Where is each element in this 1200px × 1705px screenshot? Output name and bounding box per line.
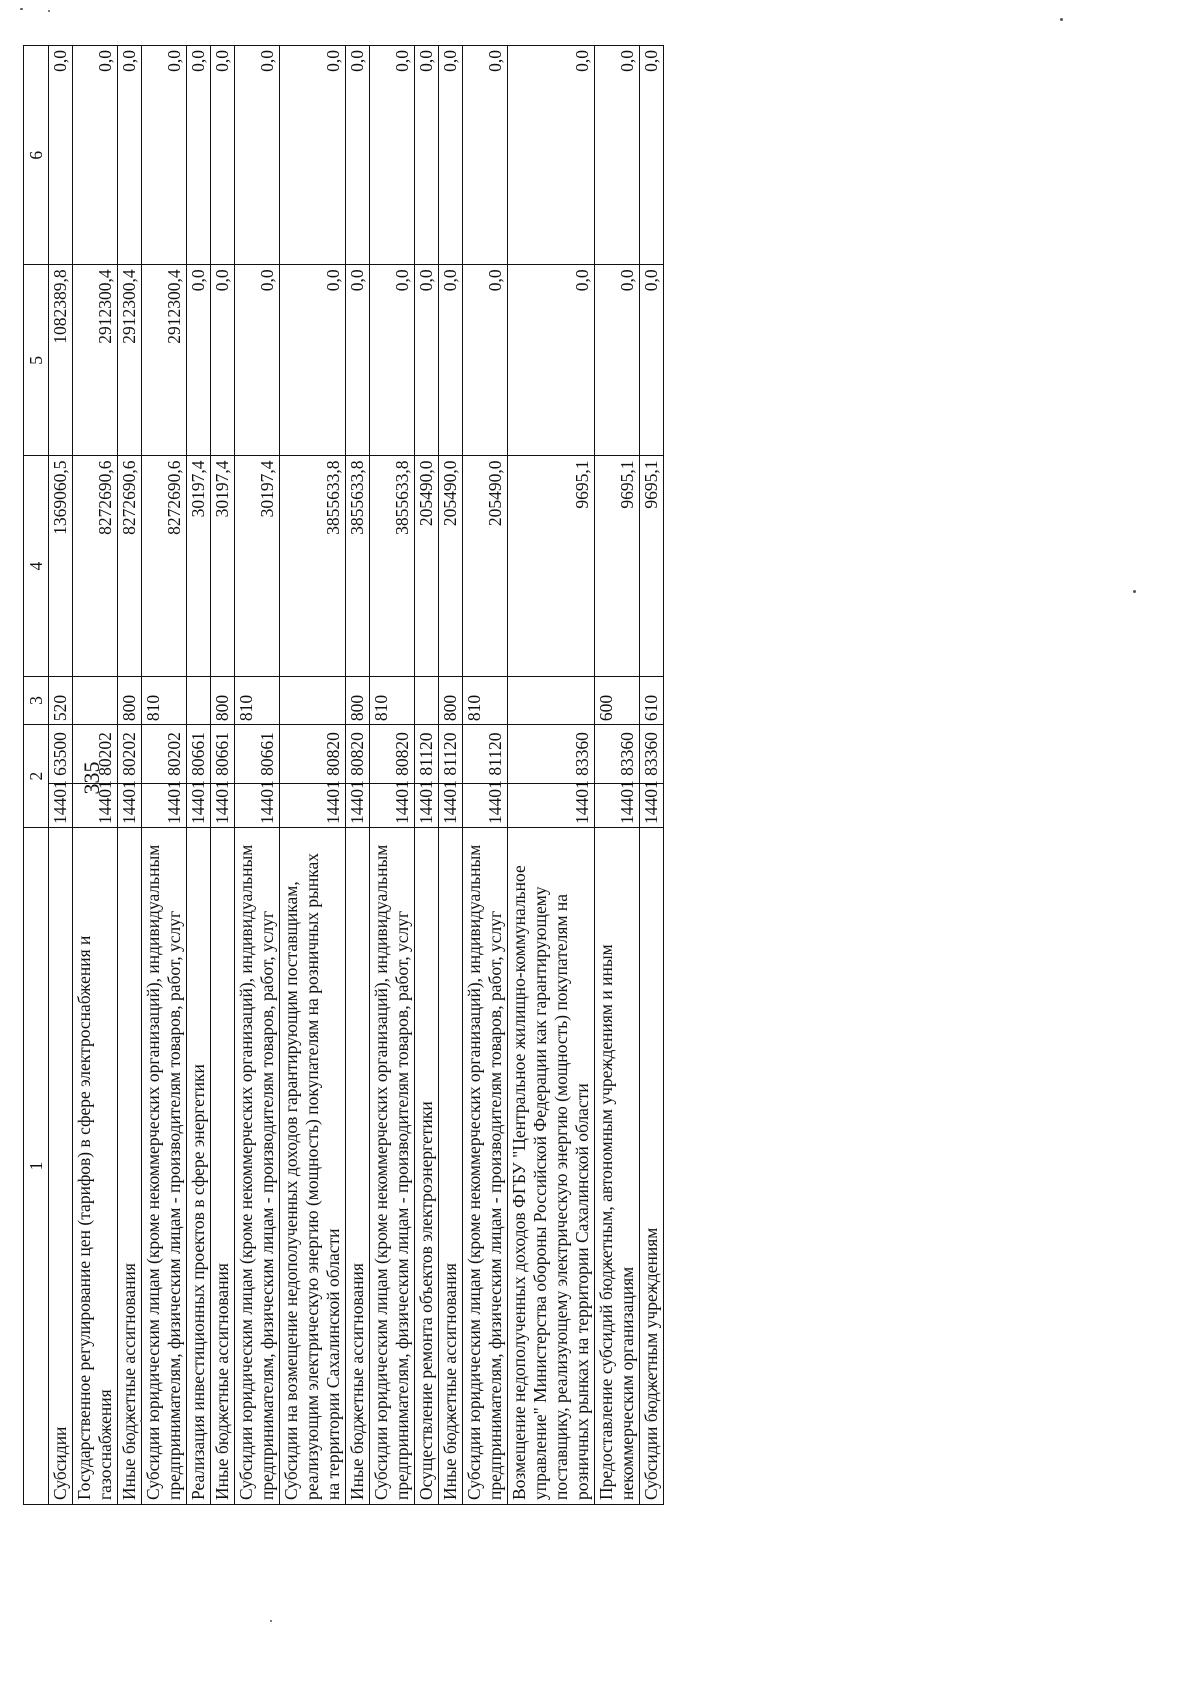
cell-code-b: 83360 — [508, 725, 595, 784]
cell-col-4: 3855633,8 — [346, 456, 370, 676]
table-row — [187, 46, 211, 1505]
scan-speck — [270, 1620, 272, 1622]
cell-col-6: 0,0 — [187, 46, 211, 265]
cell-description: Субсидии юридическим лицам (кроме некоммерческих организаций), индивидуальным предпринимателям, физическим лицам - производителям товаров, работ, услуг — [142, 827, 187, 1504]
cell-col-4: 8272690,6 — [73, 456, 118, 676]
cell-code-b: 83360 — [640, 725, 664, 784]
cell-code-a: 14401 — [508, 783, 595, 827]
table-row — [439, 46, 463, 1505]
cell-col-5: 0,0 — [280, 265, 346, 456]
cell-col-6: 0,0 — [142, 46, 187, 265]
table-row — [346, 46, 370, 1505]
cell-code-a: 14401 — [463, 783, 508, 827]
cell-code-b: 80820 — [280, 725, 346, 784]
cell-code-a: 14401 — [415, 783, 439, 827]
cell-col-4: 30197,4 — [211, 456, 235, 676]
cell-description: Субсидии юридическим лицам (кроме некоммерческих организаций), индивидуальным предпринимателям, физическим лицам - производителям товаров, работ, услуг — [463, 827, 508, 1504]
header-row — [24, 46, 49, 1505]
cell-code-a: 14401 — [142, 783, 187, 827]
cell-description: Иные бюджетные ассигнования — [439, 827, 463, 1504]
cell-code-c: 600 — [595, 676, 640, 724]
cell-col-6: 0,0 — [370, 46, 415, 265]
cell-col-4: 3855633,8 — [370, 456, 415, 676]
header-col-3: 3 — [24, 676, 49, 724]
table-row — [118, 46, 142, 1505]
cell-description: Возмещение недополученных доходов ФГБУ "Центральное жилищно-коммунальное управление" Министерства обороны Российской Федерации как гарантирующему поставщику, реализующему электрическую энергию (мощность) покупателям на розничных рынках на территории Сахалинской области — [508, 827, 595, 1504]
cell-col-4: 9695,1 — [508, 456, 595, 676]
scan-speck — [1133, 590, 1136, 593]
cell-description: Иные бюджетные ассигнования — [346, 827, 370, 1504]
cell-col-5: 0,0 — [415, 265, 439, 456]
cell-col-6: 0,0 — [73, 46, 118, 265]
cell-code-b: 80661 — [211, 725, 235, 784]
table-row — [235, 46, 280, 1505]
cell-col-4: 205490,0 — [439, 456, 463, 676]
table-row — [280, 46, 346, 1505]
cell-col-6: 0,0 — [415, 46, 439, 265]
cell-col-5: 0,0 — [595, 265, 640, 456]
cell-col-5: 0,0 — [640, 265, 664, 456]
table-row — [142, 46, 187, 1505]
cell-col-6: 0,0 — [118, 46, 142, 265]
cell-col-4: 1369060,5 — [49, 456, 73, 676]
cell-description: Осуществление ремонта объектов электроэнергетики — [415, 827, 439, 1504]
header-col-1: 1 — [24, 827, 49, 1504]
cell-code-b: 80202 — [142, 725, 187, 784]
header-col-6: 6 — [24, 46, 49, 265]
table-row — [415, 46, 439, 1505]
cell-description: Иные бюджетные ассигнования — [118, 827, 142, 1504]
cell-code-c: 800 — [211, 676, 235, 724]
table-row — [595, 46, 640, 1505]
header-col-2: 2 — [24, 725, 49, 828]
cell-code-a: 14401 — [346, 783, 370, 827]
cell-code-c: 810 — [370, 676, 415, 724]
header-col-5: 5 — [24, 265, 49, 456]
cell-code-b: 80820 — [346, 725, 370, 784]
table-row — [49, 46, 73, 1505]
cell-description: Государственное регулирование цен (тарифов) в сфере электроснабжения и газоснабжения — [73, 827, 118, 1504]
table-row — [370, 46, 415, 1505]
table-row — [211, 46, 235, 1505]
cell-col-6: 0,0 — [49, 46, 73, 265]
cell-code-a: 14401 — [49, 783, 73, 827]
rotated-table-wrapper — [23, 45, 1103, 1505]
cell-col-5: 0,0 — [211, 265, 235, 456]
cell-col-5: 0,0 — [463, 265, 508, 456]
cell-col-5: 0,0 — [508, 265, 595, 456]
cell-col-5: 2912300,4 — [118, 265, 142, 456]
cell-code-a: 14401 — [211, 783, 235, 827]
cell-col-5: 0,0 — [235, 265, 280, 456]
scan-speck — [48, 10, 50, 12]
cell-col-4: 8272690,6 — [142, 456, 187, 676]
cell-description: Субсидии юридическим лицам (кроме некоммерческих организаций), индивидуальным предпринимателям, физическим лицам - производителям товаров, работ, услуг — [235, 827, 280, 1504]
table-inner — [23, 45, 1103, 1505]
cell-code-c: 800 — [439, 676, 463, 724]
cell-code-a: 14401 — [439, 783, 463, 827]
cell-code-c: 800 — [118, 676, 142, 724]
cell-description: Предоставление субсидий бюджетным, автономным учреждениям и иным некоммерческим организациям — [595, 827, 640, 1504]
cell-description: Субсидии — [49, 827, 73, 1504]
cell-code-b: 63500 — [49, 725, 73, 784]
cell-col-6: 0,0 — [640, 46, 664, 265]
cell-col-6: 0,0 — [463, 46, 508, 265]
cell-code-b: 81120 — [415, 725, 439, 784]
cell-code-c: 610 — [640, 676, 664, 724]
cell-col-6: 0,0 — [346, 46, 370, 265]
cell-col-4: 8272690,6 — [118, 456, 142, 676]
cell-col-6: 0,0 — [235, 46, 280, 265]
cell-code-a: 14401 — [595, 783, 640, 827]
cell-col-5: 0,0 — [346, 265, 370, 456]
table-row — [640, 46, 664, 1505]
cell-col-4: 30197,4 — [187, 456, 211, 676]
table-row — [73, 46, 118, 1505]
cell-code-c: 810 — [142, 676, 187, 724]
cell-col-5: 1082389,8 — [49, 265, 73, 456]
cell-code-b: 80661 — [235, 725, 280, 784]
cell-code-c — [187, 676, 211, 724]
cell-col-6: 0,0 — [439, 46, 463, 265]
cell-code-a: 14401 — [118, 783, 142, 827]
cell-code-b: 80820 — [370, 725, 415, 784]
cell-col-4: 9695,1 — [595, 456, 640, 676]
cell-code-c: 520 — [49, 676, 73, 724]
cell-col-5: 0,0 — [370, 265, 415, 456]
scan-speck — [140, 1420, 142, 1422]
cell-col-5: 2912300,4 — [142, 265, 187, 456]
cell-code-b: 80202 — [118, 725, 142, 784]
cell-code-c: 810 — [235, 676, 280, 724]
cell-code-b: 80202 — [73, 725, 118, 784]
cell-col-6: 0,0 — [595, 46, 640, 265]
cell-code-c — [280, 676, 346, 724]
cell-code-c — [73, 676, 118, 724]
cell-col-4: 30197,4 — [235, 456, 280, 676]
cell-code-b: 80661 — [187, 725, 211, 784]
cell-col-4: 205490,0 — [415, 456, 439, 676]
cell-description: Иные бюджетные ассигнования — [211, 827, 235, 1504]
cell-code-a: 14401 — [235, 783, 280, 827]
cell-col-4: 9695,1 — [640, 456, 664, 676]
cell-code-c: 810 — [463, 676, 508, 724]
table-row — [508, 46, 595, 1505]
cell-description: Реализация инвестиционных проектов в сфере энергетики — [187, 827, 211, 1504]
cell-col-6: 0,0 — [508, 46, 595, 265]
cell-code-a: 14401 — [187, 783, 211, 827]
scan-speck — [20, 8, 23, 10]
cell-code-b: 81120 — [439, 725, 463, 784]
cell-code-c — [415, 676, 439, 724]
cell-description: Субсидии юридическим лицам (кроме некоммерческих организаций), индивидуальным предпринимателям, физическим лицам - производителям товаров, работ, услуг — [370, 827, 415, 1504]
header-col-4: 4 — [24, 456, 49, 676]
budget-table — [23, 45, 664, 1505]
cell-code-b: 83360 — [595, 725, 640, 784]
cell-code-a: 14401 — [280, 783, 346, 827]
cell-code-b: 81120 — [463, 725, 508, 784]
scan-speck — [1060, 18, 1063, 21]
cell-code-a: 14401 — [640, 783, 664, 827]
cell-code-c: 800 — [346, 676, 370, 724]
cell-code-a: 14401 — [370, 783, 415, 827]
cell-col-4: 205490,0 — [463, 456, 508, 676]
cell-col-5: 0,0 — [187, 265, 211, 456]
cell-col-5: 2912300,4 — [73, 265, 118, 456]
cell-col-6: 0,0 — [280, 46, 346, 265]
cell-col-6: 0,0 — [211, 46, 235, 265]
cell-col-5: 0,0 — [439, 265, 463, 456]
cell-description: Субсидии бюджетным учреждениям — [640, 827, 664, 1504]
cell-description: Субсидии на возмещение недополученных доходов гарантирующим поставщикам, реализующим электрическую энергию (мощность) покупателям на розничных рынках на территории Сахалинской области — [280, 827, 346, 1504]
cell-code-c — [508, 676, 595, 724]
cell-col-4: 3855633,8 — [280, 456, 346, 676]
page-number: 335 — [79, 761, 104, 795]
table-row — [463, 46, 508, 1505]
cell-code-a: 14401 — [73, 783, 118, 827]
